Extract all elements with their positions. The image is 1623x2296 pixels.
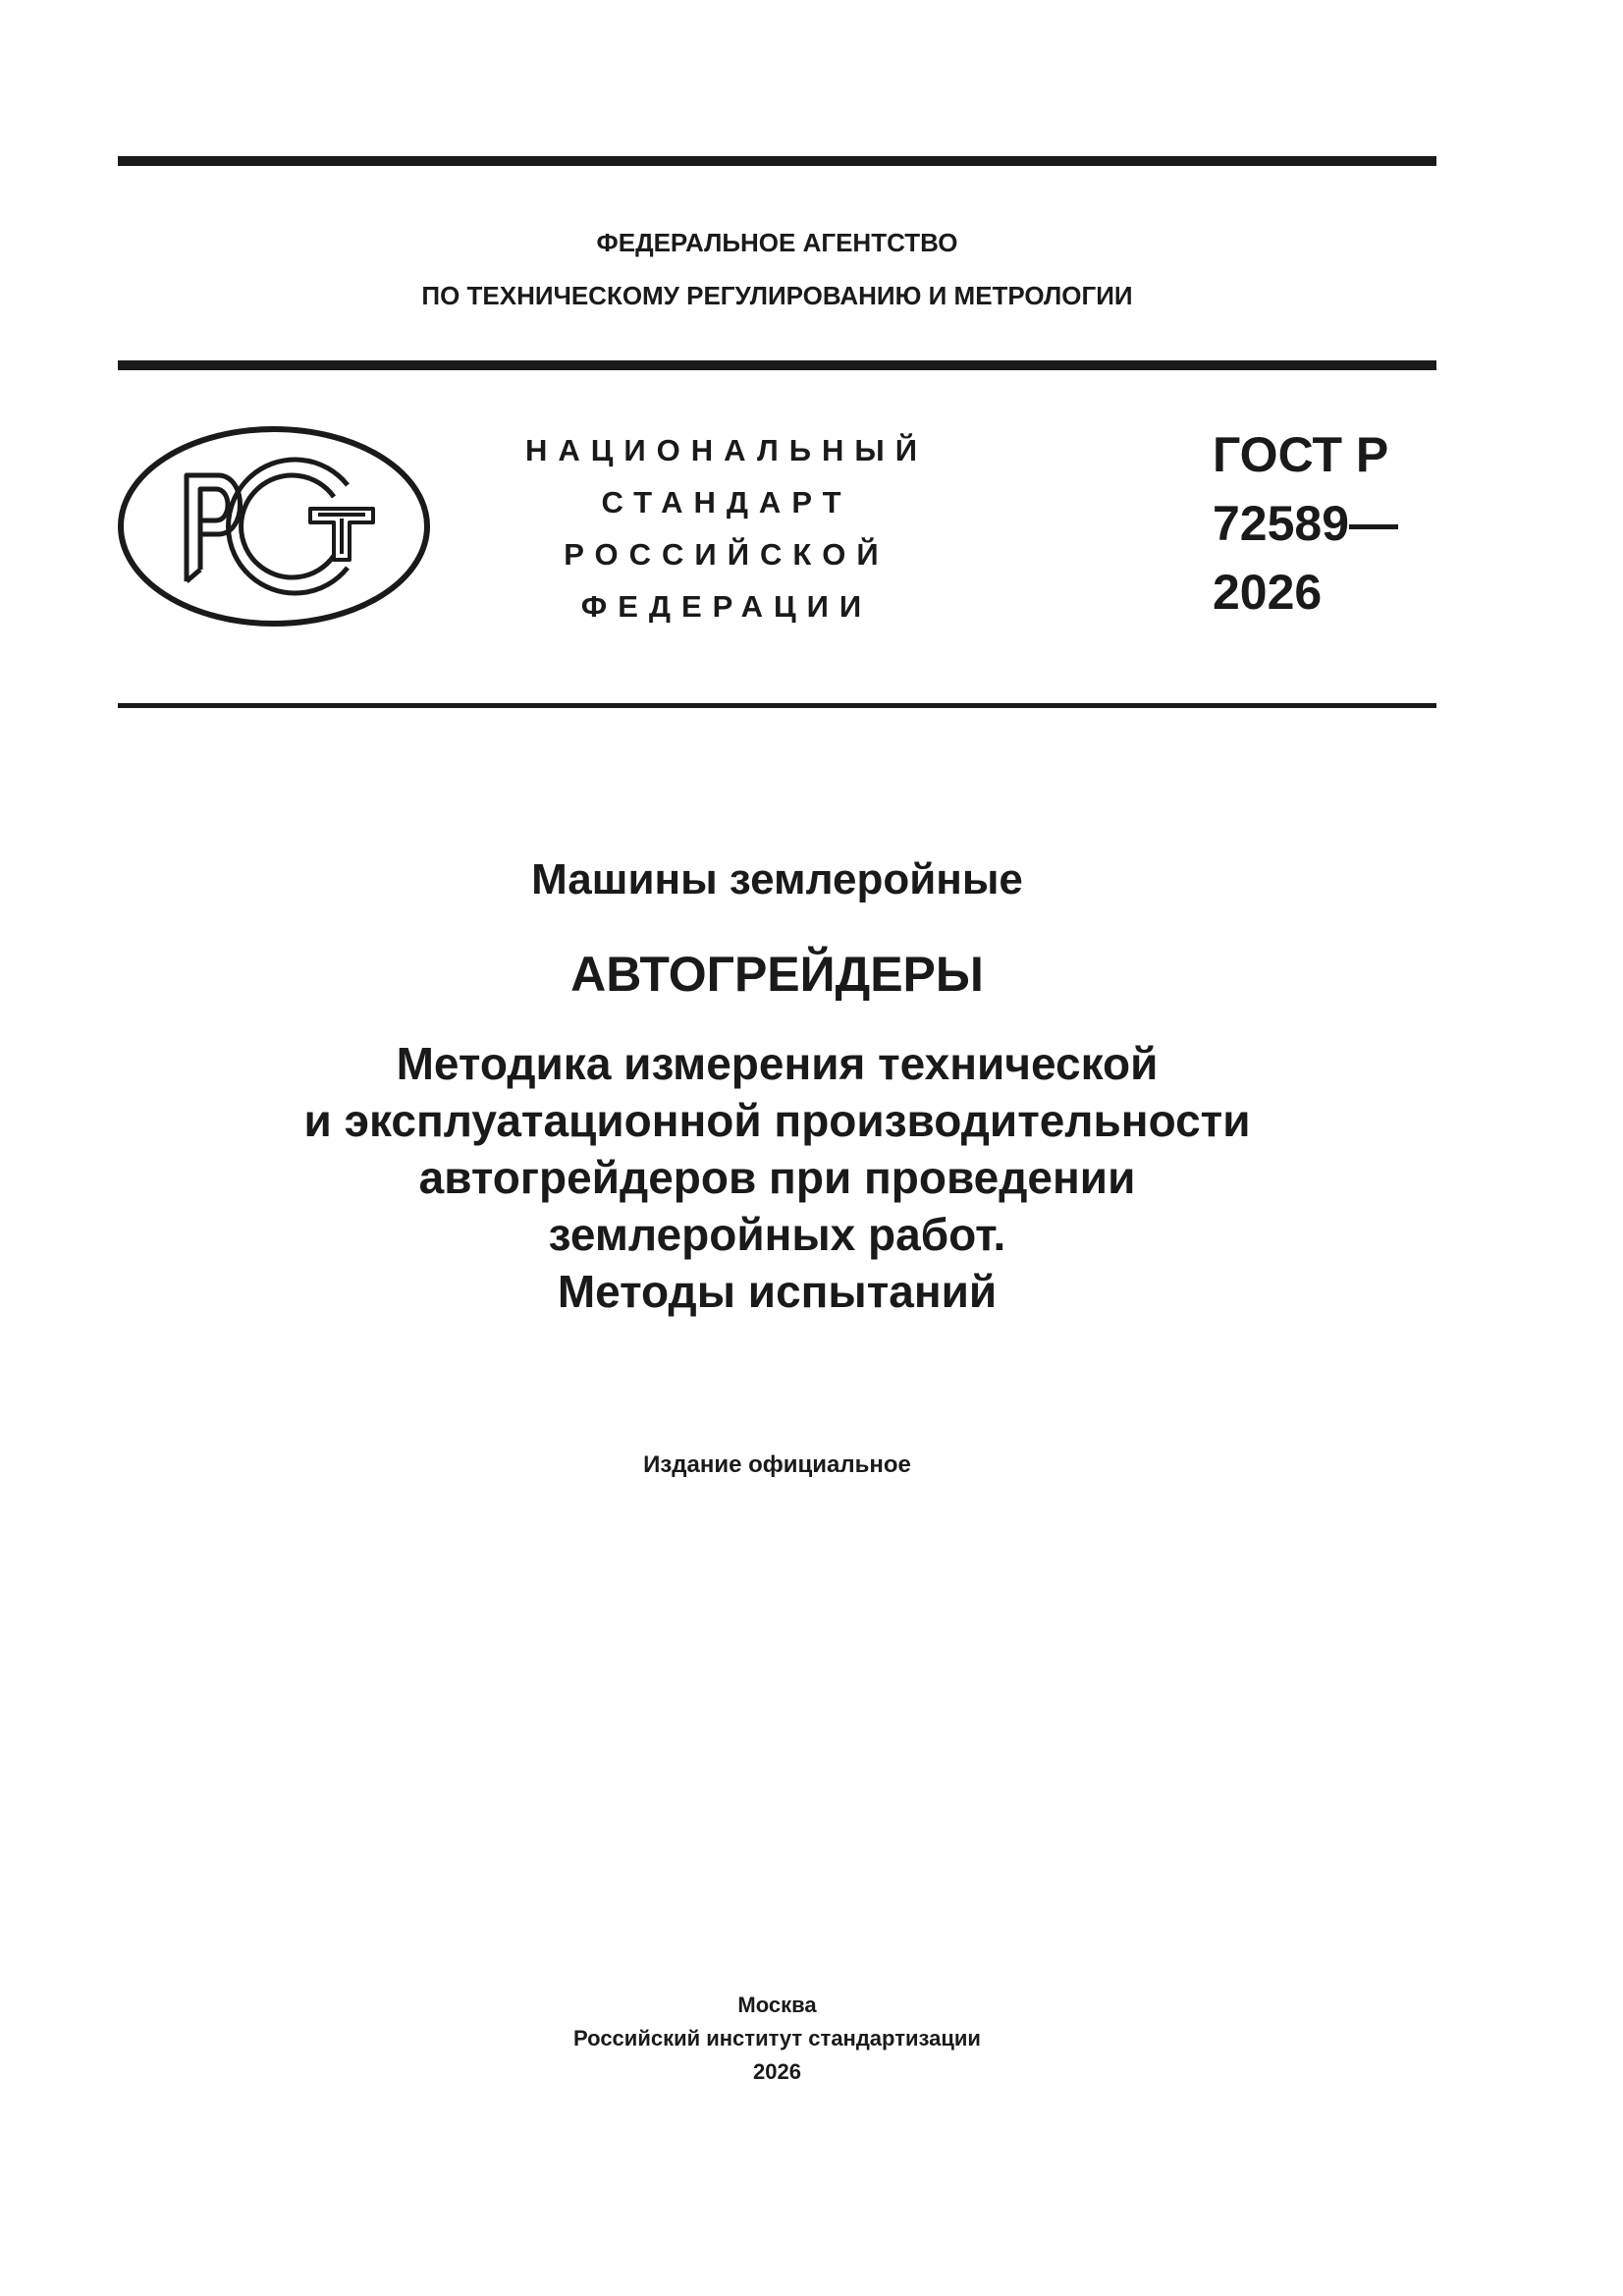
agency-line-1: ФЕДЕРАЛЬНОЕ АГЕНТСТВО: [596, 228, 958, 257]
national-line-2: СТАНДАРТ: [601, 485, 852, 519]
national-line-3: РОССИЙСКОЙ: [564, 537, 890, 572]
imprint-year: 2026: [753, 2059, 801, 2084]
bottom-rule: [118, 703, 1436, 708]
designation-line-3: 2026: [1213, 565, 1323, 620]
document-method-title: [118, 1035, 1436, 1320]
agency-line-2: ПО ТЕХНИЧЕСКОМУ РЕГУЛИРОВАНИЮ И МЕТРОЛОГИИ: [421, 281, 1133, 310]
edition-label: Издание официальное: [643, 1451, 911, 1478]
national-line-4: ФЕДЕРАЦИИ: [580, 589, 873, 624]
standard-designation: [1213, 420, 1398, 627]
method-line-4: землеройных работ.: [548, 1209, 1006, 1260]
agency-header: [118, 216, 1436, 322]
middle-rule: [118, 360, 1436, 370]
document-main-title: АВТОГРЕЙДЕРЫ: [570, 947, 984, 1002]
top-rule: [118, 156, 1436, 166]
method-line-2: и эксплуатационной производительности: [303, 1095, 1251, 1146]
method-line-5: Методы испытаний: [557, 1266, 998, 1317]
designation-line-1: ГОСТ Р: [1213, 427, 1389, 482]
national-standard-label: [491, 424, 962, 632]
document-subject: Машины землеройные: [531, 855, 1023, 903]
rst-emblem-icon: [116, 424, 432, 629]
method-line-1: Методика измерения технической: [396, 1038, 1159, 1089]
method-line-3: автогрейдеров при проведении: [418, 1152, 1136, 1203]
imprint-city: Москва: [737, 1993, 817, 2017]
designation-line-2: 72589—: [1213, 496, 1399, 551]
national-line-1: НАЦИОНАЛЬНЫЙ: [524, 433, 929, 467]
imprint-publisher: Российский институт стандартизации: [573, 2026, 981, 2050]
imprint: [118, 1989, 1436, 2089]
